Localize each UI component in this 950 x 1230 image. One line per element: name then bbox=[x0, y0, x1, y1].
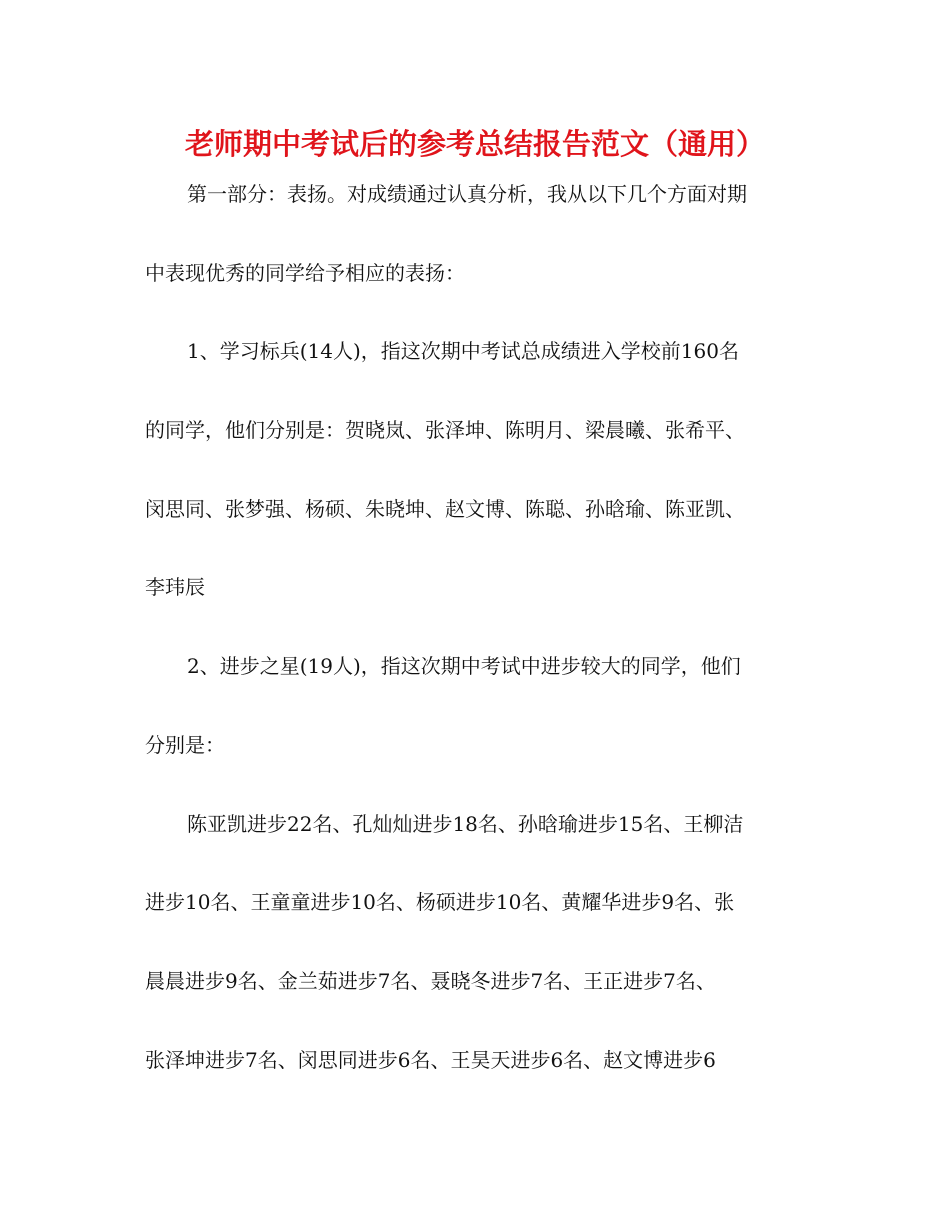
paragraph-line: 李玮辰 bbox=[145, 575, 205, 600]
paragraph-line: 的同学，他们分别是：贺晓岚、张泽坤、陈明月、梁晨曦、张希平、 bbox=[145, 418, 745, 443]
paragraph-line: 中表现优秀的同学给予相应的表扬： bbox=[145, 260, 465, 285]
paragraph-line: 陈亚凯进步22名、孔灿灿进步18名、孙晗瑜进步15名、王柳洁 bbox=[187, 811, 744, 836]
paragraph-line: 进步10名、王童童进步10名、杨硕进步10名、黄耀华进步9名、张 bbox=[145, 890, 735, 915]
paragraph-line: 分别是： bbox=[145, 732, 225, 757]
paragraph-line: 2、进步之星(19人)，指这次期中考试中进步较大的同学，他们 bbox=[187, 654, 741, 679]
paragraph-line: 闵思同、张梦强、杨硕、朱晓坤、赵文博、陈聪、孙晗瑜、陈亚凯、 bbox=[145, 496, 745, 521]
paragraph-line: 第一部分：表扬。对成绩通过认真分析，我从以下几个方面对期 bbox=[187, 182, 747, 206]
paragraph-line: 张泽坤进步7名、闵思同进步6名、王昊天进步6名、赵文博进步6 bbox=[145, 1047, 716, 1072]
document-body bbox=[145, 172, 805, 1116]
paragraph-line: 1、学习标兵(14人)，指这次期中考试总成绩进入学校前160名 bbox=[187, 339, 739, 364]
paragraph-line: 晨晨进步9名、金兰茹进步7名、聂晓冬进步7名、王正进步7名、 bbox=[145, 968, 716, 993]
document-title: 老师期中考试后的参考总结报告范文（通用） bbox=[184, 127, 765, 161]
